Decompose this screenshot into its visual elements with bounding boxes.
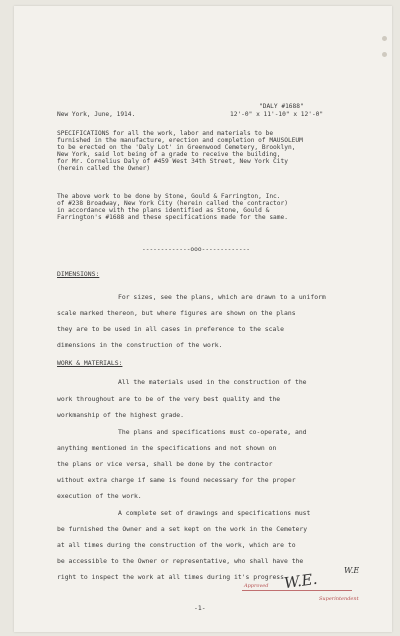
punch-hole xyxy=(382,36,387,41)
signature-mark: W.E xyxy=(344,566,360,575)
signature: W.E. xyxy=(282,569,319,593)
materials-heading: WORK & MATERIALS: xyxy=(57,359,123,367)
section-divider: -------------ooo------------- xyxy=(142,246,251,253)
dimensions-heading: DIMENSIONS: xyxy=(57,270,100,278)
place-date: New York, June, 1914. xyxy=(57,111,136,118)
document-page: New York, June, 1914. "DALY #1688" 12'-0" x 11'-10" x 12'-0" SPECIFICATIONS for all the work, labor and materials to be furnished in the manufacture, erection and completion of MAUSOLEUM to be erected on the 'Daly Lot' in Greenwood Cemetery, Brooklyn, New York, said lot being of a grade to receive the building, for Mr. Cornelius Daly of #459 West 34th Street, New York City (herein called the Owner) The above work to be done by Stone, Gould & Farrington, Inc. of #238 Broadway, New York City (herein called the contractor) in accordance with the plans identified as Stone, Gould & Farrington's #1688 and these specifications made for the same. -------------ooo------------- DIMENSIONS: For sizes, see the plans, which are drawn to a uniform scale marked thereon, but where figures are shown on the plans they are to be used in all cases in preference to the scale dimensions in the construction of the work. WORK & MATERIALS: All the materials used in the construction of the work throughout are to be of the very best quality and the workmanship of the highest grade. The plans and specifications must co-operate, and anything mentioned in the specifications and not shown on the plans or vice versa, shall be done by the contractor without extra charge if same is found necessary for the proper execution of the work. A complete set of drawings and specifications must be furnished the Owner and a set kept on the work in the Cemetery at all times during the construction of the work, which are to be accessible to the Owner or representative, who shall have the right to inspect the work at all times during it's progress. Approved Superintendent W.E. W.E -1- xyxy=(14,6,392,632)
reference-number: "DALY #1688" xyxy=(259,103,304,110)
punch-hole xyxy=(382,52,387,57)
dimensions-line: 12'-0" x 11'-10" x 12'-0" xyxy=(230,111,324,118)
page-number: -1- xyxy=(194,604,206,612)
